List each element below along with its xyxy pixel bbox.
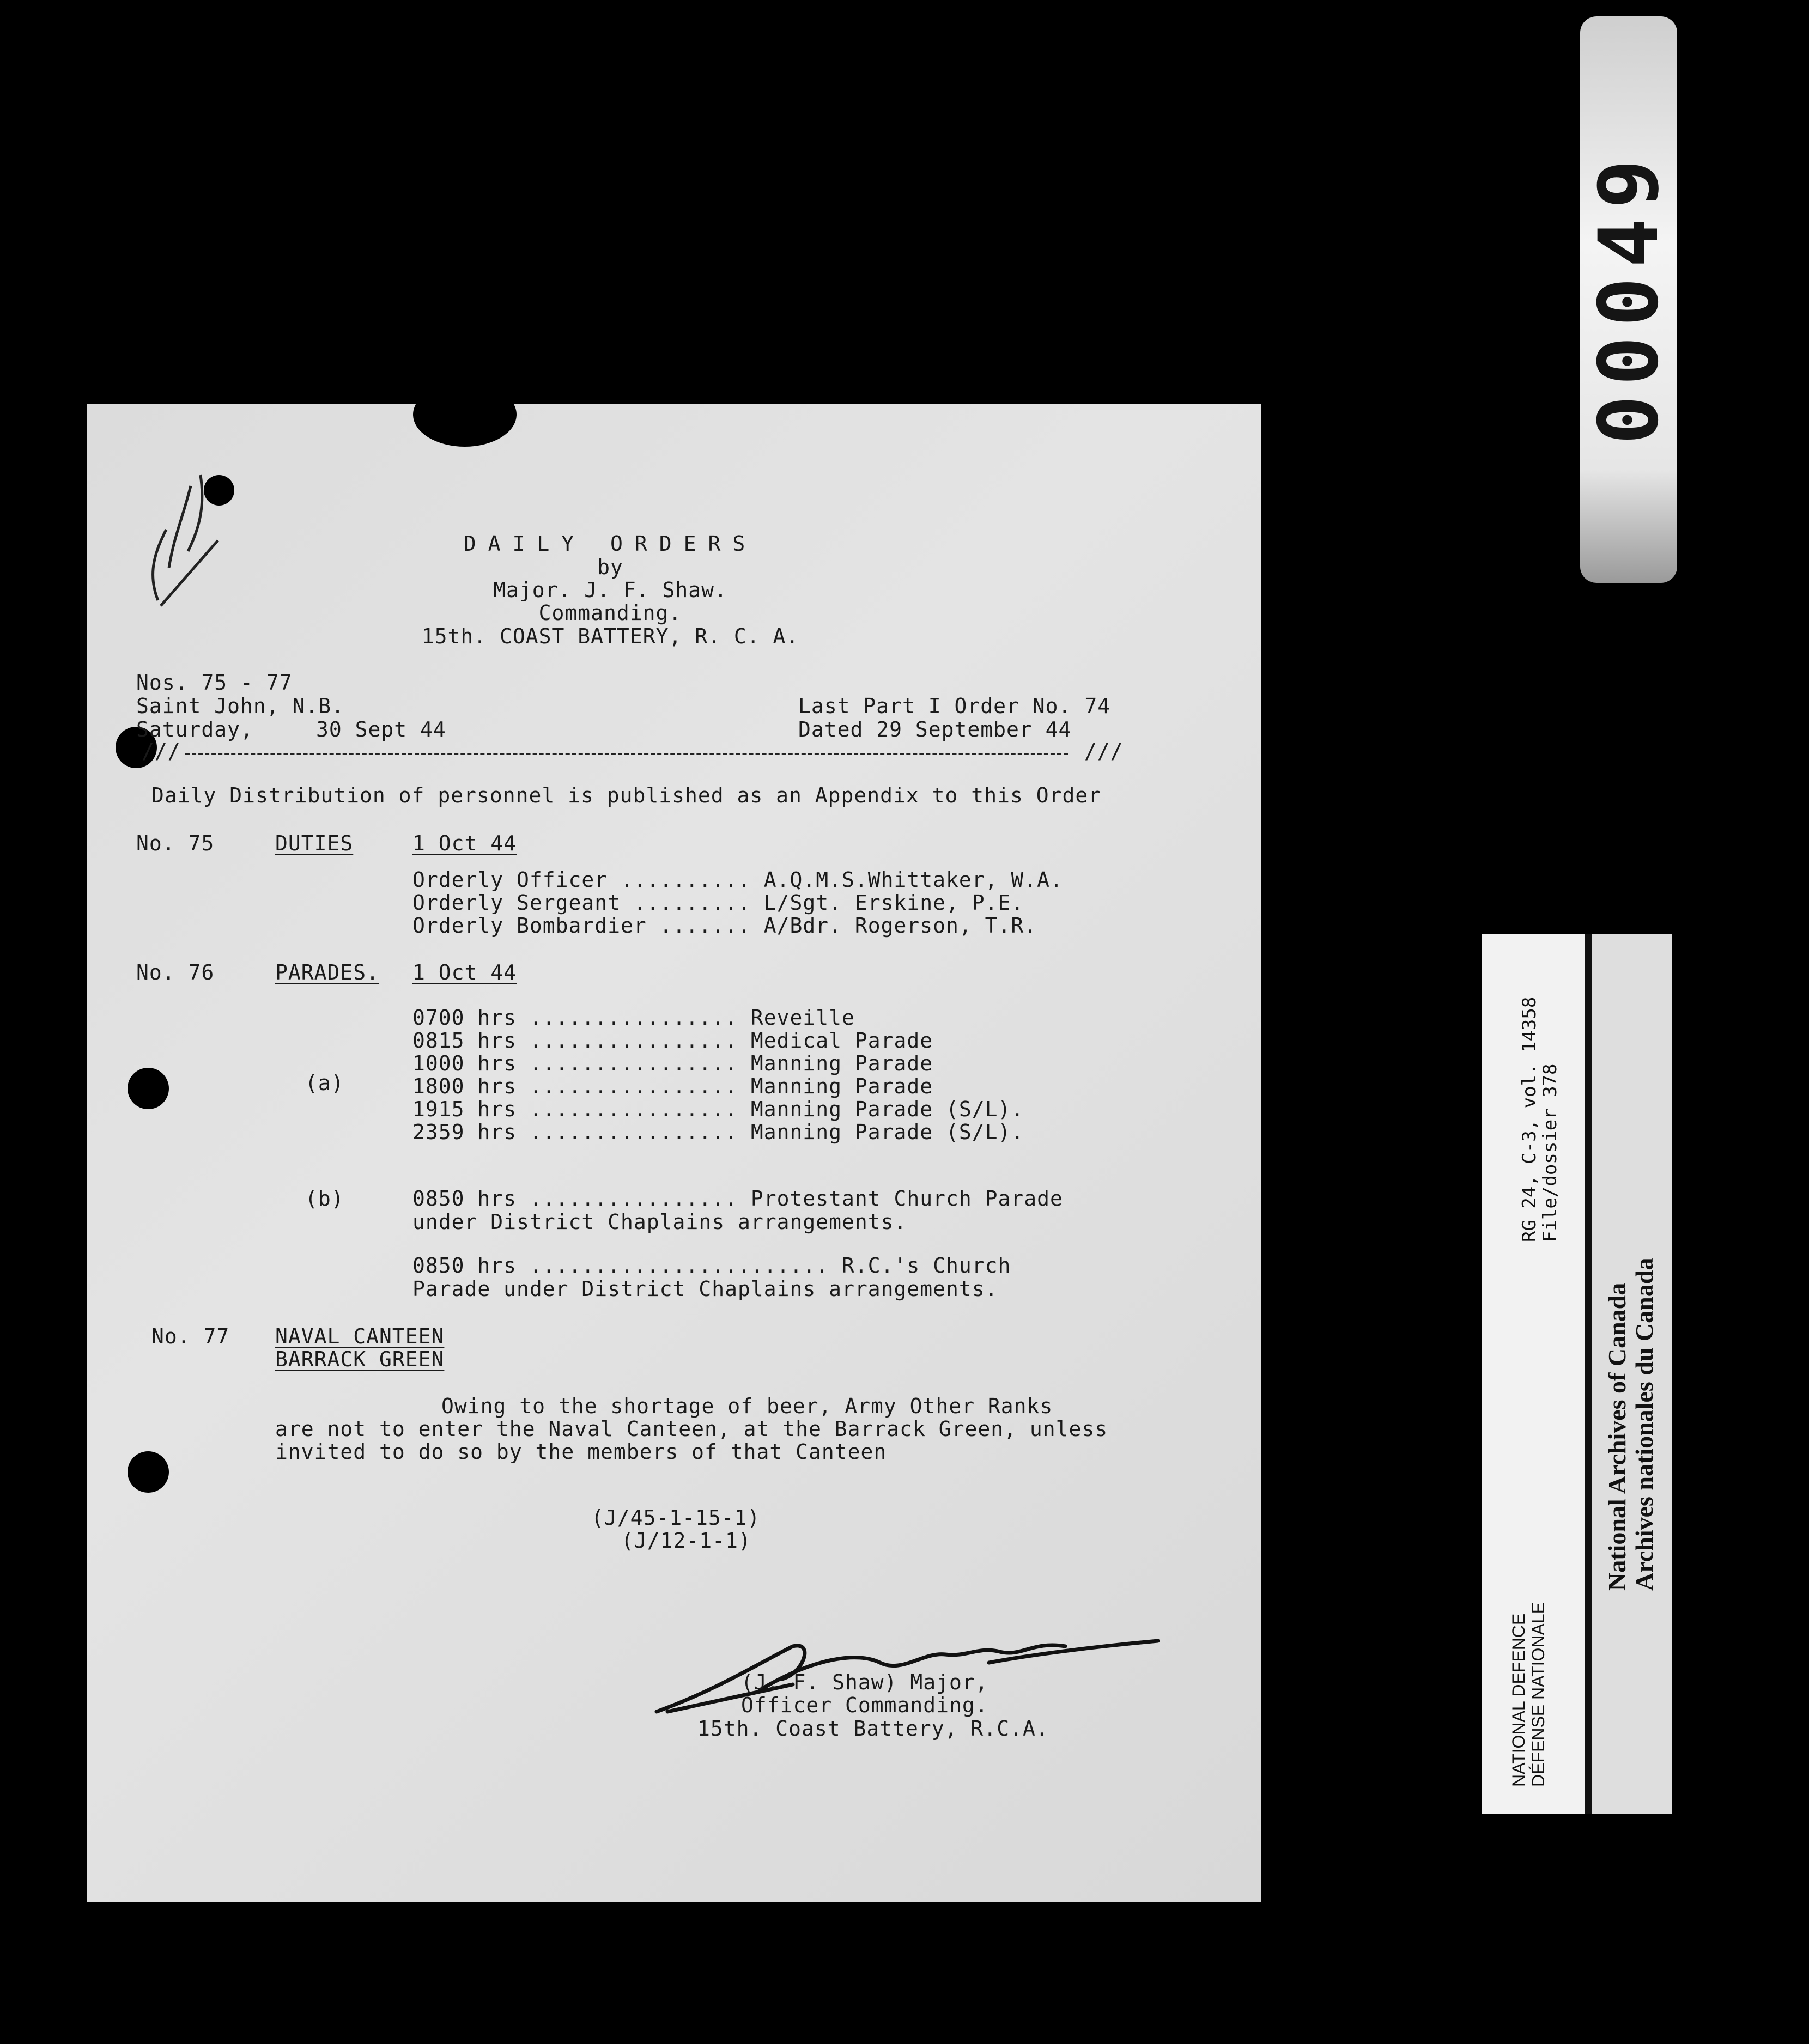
order-76-number: No. 76 xyxy=(136,960,215,984)
order-76-date: 1 Oct 44 xyxy=(412,960,517,984)
schedule-row xyxy=(412,1029,933,1052)
document-title: DAILY ORDERS xyxy=(463,532,757,556)
document-sheet xyxy=(87,404,1261,1902)
schedule-dots: ................ xyxy=(529,1029,738,1053)
archive-label xyxy=(1482,934,1672,1814)
order-77-heading-2: BARRACK GREEN xyxy=(275,1347,445,1371)
punch-hole xyxy=(128,1068,169,1109)
archives-name-en: National Archives of Canada xyxy=(1603,1282,1631,1591)
schedule-time: 1000 hrs xyxy=(412,1051,517,1075)
duty-role: Orderly Sergeant ......... xyxy=(412,891,751,915)
rule-left: /// xyxy=(142,739,181,763)
schedule-time: 1800 hrs xyxy=(412,1074,517,1098)
rule-right: /// xyxy=(1084,739,1124,763)
department-en: NATIONAL DEFENCE xyxy=(1509,1613,1528,1787)
reference-1: (J/45-1-15-1) xyxy=(591,1506,761,1530)
header-by: by xyxy=(597,555,623,579)
schedule-time: 1915 hrs xyxy=(412,1097,517,1121)
header-role: Commanding. xyxy=(538,601,682,625)
order-77-body-1: Owing to the shortage of beer, Army Other Ranks xyxy=(441,1394,1053,1418)
schedule-event: Reveille xyxy=(750,1006,855,1030)
signatory-unit: 15th. Coast Battery, R.C.A. xyxy=(697,1717,1049,1741)
duty-name: A/Bdr. Rogerson, T.R. xyxy=(763,914,1037,938)
church-parade-line-4: Parade under District Chaplains arrangements. xyxy=(412,1277,998,1301)
weekday: Saturday, xyxy=(136,717,253,741)
header-officer: Major. J. F. Shaw. xyxy=(493,578,727,602)
schedule-event: Manning Parade xyxy=(750,1074,933,1098)
archives-name-fr: Archives nationales du Canada xyxy=(1630,1257,1658,1591)
archive-reference-2: File/dossier 378 xyxy=(1539,1063,1561,1242)
church-parade-line-2: under District Chaplains arrangements. xyxy=(412,1210,907,1234)
schedule-row xyxy=(412,1121,1024,1143)
order-numbers: Nos. 75 - 77 xyxy=(136,671,293,695)
signatory-name: (J. F. Shaw) Major, xyxy=(741,1670,988,1694)
order-75-number: No. 75 xyxy=(136,831,215,855)
order-75-heading: DUTIES xyxy=(275,831,354,855)
punch-notch xyxy=(413,382,517,447)
church-parade-line-1: 0850 hrs ................ Protestant Church Parade xyxy=(412,1187,1063,1210)
duty-role: Orderly Officer .......... xyxy=(412,868,751,892)
duty-row xyxy=(412,868,1063,891)
schedule-row xyxy=(412,1075,933,1098)
schedule-row xyxy=(412,1098,1024,1121)
church-parade-line-3: 0850 hrs ....................... R.C.'s Church xyxy=(412,1254,1011,1278)
order-77-body-2: are not to enter the Naval Canteen, at the Barrack Green, unless xyxy=(275,1417,1108,1441)
signatory-title: Officer Commanding. xyxy=(741,1693,988,1717)
department-fr: DÉFENSE NATIONALE xyxy=(1528,1602,1548,1787)
duty-role: Orderly Bombardier ....... xyxy=(412,914,751,938)
schedule-dots: ................ xyxy=(529,1006,738,1030)
schedule-dots: ................ xyxy=(529,1120,738,1144)
frame-number: 00049 xyxy=(1582,149,1677,445)
label-divider xyxy=(1585,934,1592,1814)
duty-name: L/Sgt. Erskine, P.E. xyxy=(763,891,1024,915)
header-unit: 15th. COAST BATTERY, R. C. A. xyxy=(421,624,799,648)
schedule-dots: ................ xyxy=(529,1051,738,1075)
duty-name: A.Q.M.S.Whittaker, W.A. xyxy=(763,868,1063,892)
order-75-date: 1 Oct 44 xyxy=(412,831,517,855)
archive-reference-1: RG 24, C-3, vol. 14358 xyxy=(1519,996,1540,1242)
dashed-rule xyxy=(185,753,1068,755)
schedule-row xyxy=(412,1006,855,1029)
schedule-event: Manning Parade (S/L). xyxy=(750,1097,1024,1121)
schedule-event: Medical Parade xyxy=(750,1029,933,1053)
order-77-heading-1: NAVAL CANTEEN xyxy=(275,1324,445,1348)
schedule-row xyxy=(412,1052,933,1075)
duty-row xyxy=(412,914,1037,937)
last-order: Last Part I Order No. 74 xyxy=(798,694,1111,718)
duty-row xyxy=(412,891,1024,914)
section-a-label: (a) xyxy=(305,1071,344,1095)
order-77-number: No. 77 xyxy=(151,1324,230,1348)
punch-hole xyxy=(128,1451,169,1493)
schedule-event: Manning Parade xyxy=(750,1051,933,1075)
order-76-heading: PARADES. xyxy=(275,960,380,984)
schedule-event: Manning Parade (S/L). xyxy=(750,1120,1024,1144)
reference-2: (J/12-1-1) xyxy=(621,1529,751,1553)
place: Saint John, N.B. xyxy=(136,694,345,718)
order-77-body-3: invited to do so by the members of that Canteen xyxy=(275,1440,887,1464)
last-order-date: Dated 29 September 44 xyxy=(798,717,1072,741)
schedule-time: 0700 hrs xyxy=(412,1006,517,1030)
schedule-dots: ................ xyxy=(529,1097,738,1121)
distribution-note: Daily Distribution of personnel is published as an Appendix to this Order xyxy=(151,783,1102,807)
schedule-dots: ................ xyxy=(529,1074,738,1098)
section-b-label: (b) xyxy=(305,1187,344,1210)
order-date: 30 Sept 44 xyxy=(316,717,446,741)
schedule-time: 2359 hrs xyxy=(412,1120,517,1144)
schedule-time: 0815 hrs xyxy=(412,1029,517,1053)
